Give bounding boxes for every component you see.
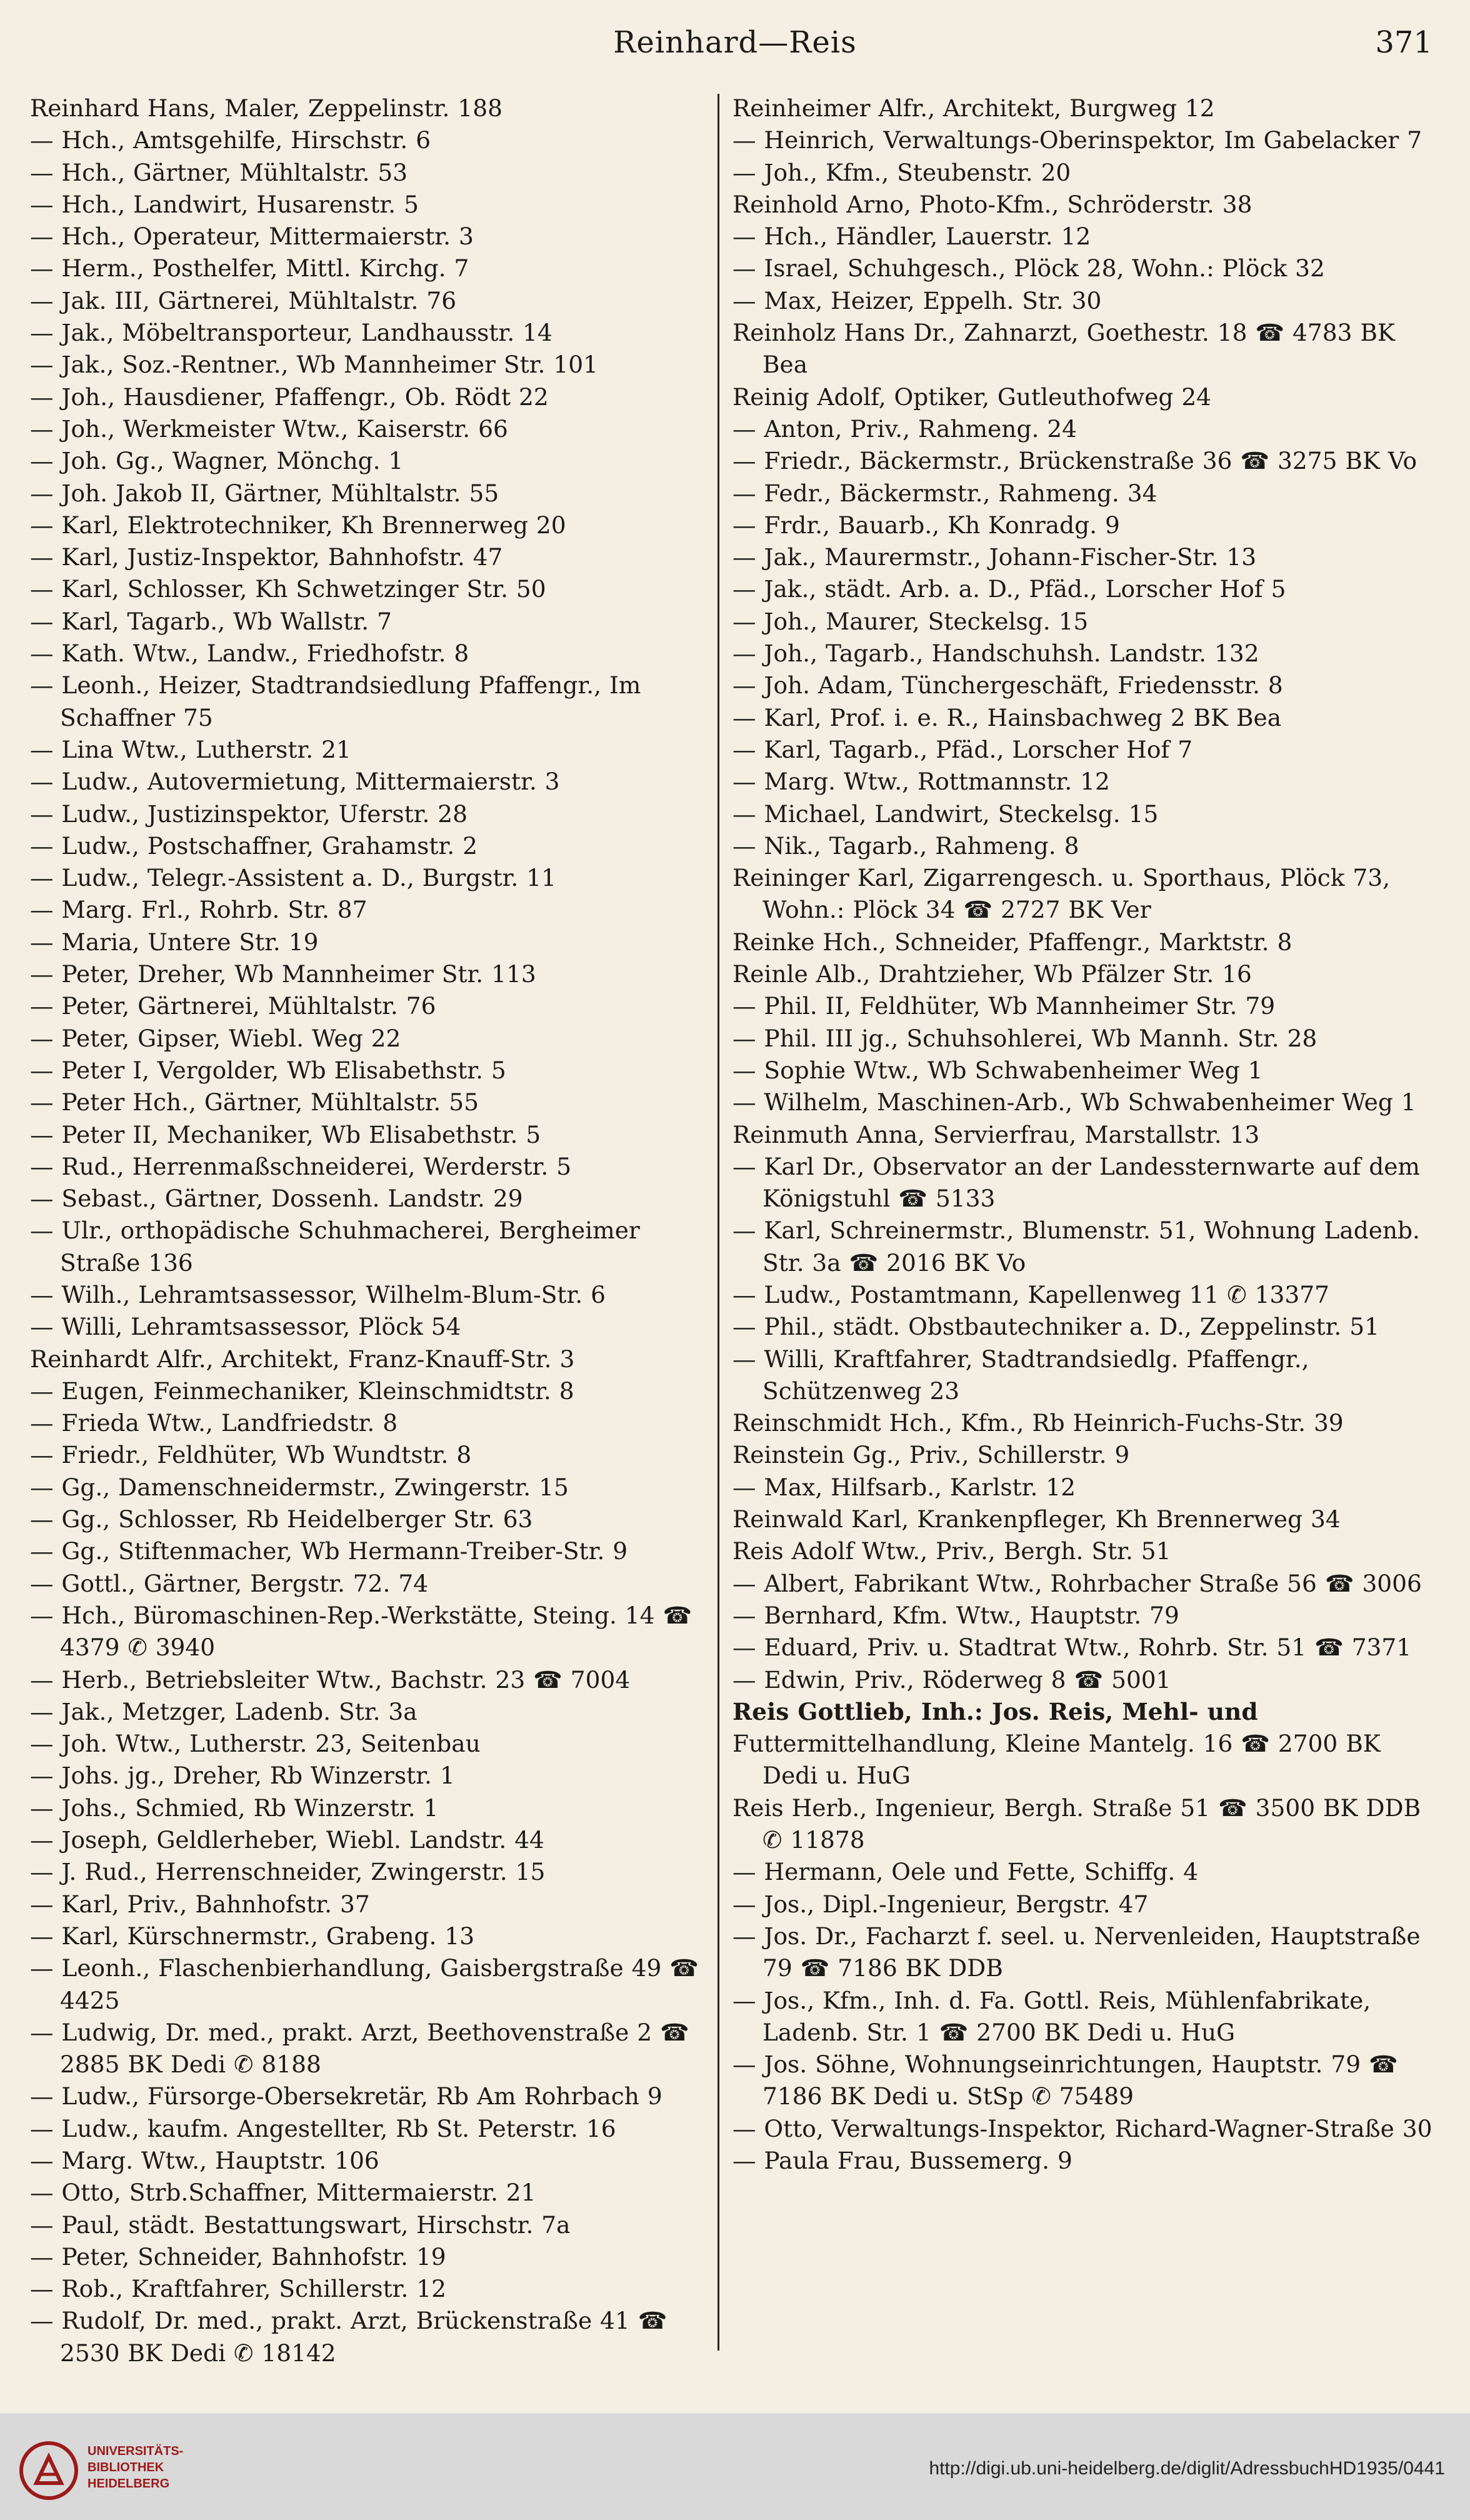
directory-entry: Reinheimer Alfr., Architekt, Burgweg 12	[732, 94, 1215, 122]
directory-entry: — Jos. Dr., Facharzt f. seel. u. Nervenleiden, Hauptstraße 79 ☎ 7186 BK DDB	[732, 1922, 1421, 1982]
directory-entry: — Leonh., Flaschenbierhandlung, Gaisbergstraße 49 ☎ 4425	[30, 1954, 699, 2014]
directory-entry: — Hch., Büromaschinen-Rep.-Werkstätte, Steing. 14 ☎ 4379 ✆ 3940	[30, 1601, 692, 1662]
directory-entry: — Jak., Möbeltransporteur, Landhausstr. 14	[30, 319, 552, 347]
directory-entry: — Phil., städt. Obstbautechniker a. D., Zeppelinstr. 51	[732, 1313, 1379, 1341]
directory-entry: — Gg., Damenschneidermstr., Zwingerstr. 15	[30, 1473, 569, 1501]
directory-entry: — Hch., Landwirt, Husarenstr. 5	[30, 190, 419, 218]
directory-entry: — Joh., Tagarb., Handschuhsh. Landstr. 132	[732, 640, 1259, 668]
directory-entry: — Joh. Gg., Wagner, Mönchg. 1	[30, 447, 404, 475]
directory-entry: Reinke Hch., Schneider, Pfaffengr., Marktstr. 8	[732, 928, 1292, 956]
page-number: 371	[1375, 25, 1432, 60]
directory-entry: — Joh., Hausdiener, Pfaffengr., Ob. Rödt 22	[30, 383, 549, 411]
directory-entry: — Hch., Händler, Lauerstr. 12	[732, 223, 1091, 251]
directory-entry: — Peter Hch., Gärtner, Mühltalstr. 55	[30, 1088, 479, 1117]
directory-entry: — Wilh., Lehramtsassessor, Wilhelm-Blum-Str. 6	[30, 1280, 606, 1308]
directory-entry: — Peter I, Vergolder, Wb Elisabethstr. 5	[30, 1056, 506, 1084]
directory-entry: — Jak., Soz.-Rentner., Wb Mannheimer Str. 101	[30, 351, 598, 379]
directory-entry: — Joseph, Geldlerheber, Wiebl. Landstr. 44	[30, 1826, 544, 1854]
directory-entry: Reinschmidt Hch., Kfm., Rb Heinrich-Fuchs-Str. 39	[732, 1409, 1344, 1437]
library-seal-icon	[18, 2439, 80, 2502]
directory-entry: Reis Gottlieb, Inh.: Jos. Reis, Mehl- und	[732, 1697, 1258, 1725]
directory-entry: — Sebast., Gärtner, Dossenh. Landstr. 29	[30, 1185, 523, 1213]
directory-entry: — Kath. Wtw., Landw., Friedhofstr. 8	[30, 640, 469, 668]
directory-entry: — Johs. jg., Dreher, Rb Winzerstr. 1	[30, 1762, 455, 1790]
directory-entry: — Nik., Tagarb., Rahmeng. 8	[732, 831, 1079, 860]
directory-entry: Reinmuth Anna, Servierfrau, Marstallstr. 13	[732, 1120, 1260, 1148]
directory-entry: — Paula Frau, Bussemerg. 9	[732, 2147, 1072, 2174]
directory-entry: — Otto, Verwaltungs-Inspektor, Richard-Wagner-Straße 30	[732, 2114, 1432, 2142]
directory-entry: — Peter, Gipser, Wiebl. Weg 22	[30, 1024, 401, 1052]
directory-entry: — Ludw., Autovermietung, Mittermaierstr. 3	[30, 768, 560, 796]
directory-entry: — Ludw., kaufm. Angestellter, Rb St. Peterstr. 16	[30, 2114, 616, 2142]
directory-entry: — Karl, Prof. i. e. R., Hainsbachweg 2 BK Bea	[732, 703, 1282, 731]
directory-entry: — Ludw., Justizinspektor, Uferstr. 28	[30, 800, 468, 828]
directory-entry: — Hermann, Oele und Fette, Schiffg. 4	[732, 1858, 1199, 1886]
directory-entry: — Marg. Wtw., Hauptstr. 106	[30, 2147, 379, 2174]
directory-entry: — Jak., Maurermstr., Johann-Fischer-Str. 13	[732, 543, 1257, 571]
directory-entry: — Karl, Priv., Bahnhofstr. 37	[30, 1890, 370, 1918]
directory-entry: — Joh. Wtw., Lutherstr. 23, Seitenbau	[30, 1730, 481, 1758]
library-name-line: BIBLIOTHEK	[88, 2461, 164, 2474]
directory-entry: — Ludwig, Dr. med., prakt. Arzt, Beethovenstraße 2 ☎ 2885 BK Dedi ✆ 8188	[30, 2018, 689, 2079]
directory-entry: Reis Adolf Wtw., Priv., Bergh. Str. 51	[732, 1537, 1171, 1565]
column-divider	[718, 94, 719, 2351]
directory-entry: Reinhold Arno, Photo-Kfm., Schröderstr. 38	[732, 190, 1252, 218]
directory-entry: — Gg., Stiftenmacher, Wb Hermann-Treiber-Str. 9	[30, 1537, 628, 1565]
library-name-line: UNIVERSITÄTS-	[88, 2444, 184, 2458]
directory-entry: Reininger Karl, Zigarrengesch. u. Sporthaus, Plöck 73, Wohn.: Plöck 34 ☎ 2727 BK Ver	[732, 864, 1391, 924]
source-url[interactable]: http://digi.ub.uni-heidelberg.de/diglit/AdressbuchHD1935/0441	[929, 2458, 1445, 2479]
directory-entry: Futtermittelhandlung, Kleine Mantelg. 16 ☎ 2700 BK Dedi u. HuG	[732, 1730, 1381, 1790]
directory-entry: Reinhardt Alfr., Architekt, Franz-Knauff-Str. 3	[30, 1345, 575, 1373]
directory-entry: — Karl, Justiz-Inspektor, Bahnhofstr. 47	[30, 543, 503, 571]
directory-entry: — Ludw., Fürsorge-Obersekretär, Rb Am Rohrbach 9	[30, 2082, 662, 2111]
directory-entry: — Rob., Kraftfahrer, Schillerstr. 12	[30, 2275, 447, 2303]
directory-entry: — Herb., Betriebsleiter Wtw., Bachstr. 23 ☎ 7004	[30, 1665, 631, 1694]
directory-entry: — Sophie Wtw., Wb Schwabenheimer Weg 1	[732, 1056, 1263, 1084]
directory-entry: Reis Herb., Ingenieur, Bergh. Straße 51 ☎ 3500 BK DDB ✆ 11878	[732, 1794, 1421, 1854]
directory-entry: — Friedr., Bäckermstr., Brückenstraße 36 ☎ 3275 BK Vo	[732, 447, 1418, 475]
directory-entry: — Frdr., Bauarb., Kh Konradg. 9	[732, 511, 1120, 539]
directory-entry: Reinhard Hans, Maler, Zeppelinstr. 188	[30, 94, 502, 122]
directory-entry: — Israel, Schuhgesch., Plöck 28, Wohn.: Plöck 32	[732, 254, 1325, 283]
directory-entry: — Jos., Kfm., Inh. d. Fa. Gottl. Reis, Mühlenfabrikate, Ladenb. Str. 1 ☎ 2700 BK Dedi u. HuG	[732, 1986, 1371, 2046]
directory-entry: — Eugen, Feinmechaniker, Kleinschmidtstr. 8	[30, 1377, 574, 1405]
directory-entry: — Max, Heizer, Eppelh. Str. 30	[732, 286, 1102, 314]
directory-entry: — Max, Hilfsarb., Karlstr. 12	[732, 1473, 1076, 1501]
directory-entry: — Edwin, Priv., Röderweg 8 ☎ 5001	[732, 1665, 1171, 1694]
directory-entry: — Anton, Priv., Rahmeng. 24	[732, 414, 1078, 443]
directory-entry: — Marg. Wtw., Rottmannstr. 12	[732, 768, 1110, 796]
directory-entry: Reinig Adolf, Optiker, Gutleuthofweg 24	[732, 383, 1212, 411]
directory-entry: — Rud., Herrenmaßschneiderei, Werderstr. 5	[30, 1152, 572, 1180]
directory-entry: — Willi, Lehramtsassessor, Plöck 54	[30, 1313, 461, 1341]
directory-entry: — Leonh., Heizer, Stadtrandsiedlung Pfaffengr., Im Schaffner 75	[30, 671, 641, 731]
directory-entry: — Peter, Schneider, Bahnhofstr. 19	[30, 2242, 446, 2271]
directory-entry: — Joh., Kfm., Steubenstr. 20	[732, 158, 1071, 186]
directory-entry: Reinholz Hans Dr., Zahnarzt, Goethestr. 18 ☎ 4783 BK Bea	[732, 319, 1395, 379]
directory-entry: — Karl, Tagarb., Wb Wallstr. 7	[30, 607, 392, 635]
directory-entry: — Marg. Frl., Rohrb. Str. 87	[30, 896, 368, 924]
directory-entry: — Fedr., Bäckermstr., Rahmeng. 34	[732, 479, 1158, 507]
directory-entry: — Jos., Dipl.-Ingenieur, Bergstr. 47	[732, 1890, 1149, 1918]
directory-entry: — Ludw., Postschaffner, Grahamstr. 2	[30, 831, 478, 860]
directory-entry: — Frieda Wtw., Landfriedstr. 8	[30, 1409, 398, 1437]
directory-entry: — Herm., Posthelfer, Mittl. Kirchg. 7	[30, 254, 469, 283]
directory-entry: — Joh., Werkmeister Wtw., Kaiserstr. 66	[30, 414, 508, 443]
directory-entry: Reinwald Karl, Krankenpfleger, Kh Brennerweg 34	[732, 1505, 1341, 1534]
directory-entry: — Albert, Fabrikant Wtw., Rohrbacher Straße 56 ☎ 3006	[732, 1569, 1422, 1597]
directory-entry: — Gg., Schlosser, Rb Heidelberger Str. 63	[30, 1505, 533, 1534]
directory-entry: — Phil. III jg., Schuhsohlerei, Wb Mannh. Str. 28	[732, 1024, 1318, 1052]
directory-entry: — Hch., Amtsgehilfe, Hirschstr. 6	[30, 126, 431, 154]
directory-entry: — Peter, Dreher, Wb Mannheimer Str. 113	[30, 960, 536, 988]
directory-entry: — Friedr., Feldhüter, Wb Wundtstr. 8	[30, 1441, 472, 1469]
directory-entry: Reinle Alb., Drahtzieher, Wb Pfälzer Str. 16	[732, 960, 1252, 988]
directory-entry: — Joh. Adam, Tünchergeschäft, Friedensstr. 8	[732, 671, 1283, 700]
directory-entry: — Paul, städt. Bestattungswart, Hirschstr. 7a	[30, 2211, 571, 2239]
directory-entry: — Karl Dr., Observator an der Landessternwarte auf dem Königstuhl ☎ 5133	[732, 1152, 1420, 1213]
directory-entry: — Lina Wtw., Lutherstr. 21	[30, 735, 351, 763]
directory-entry: — Bernhard, Kfm. Wtw., Hauptstr. 79	[732, 1601, 1179, 1629]
directory-entry: — Hch., Operateur, Mittermaierstr. 3	[30, 223, 474, 251]
directory-entry: — Ulr., orthopädische Schuhmacherei, Bergheimer Straße 136	[30, 1217, 640, 1277]
directory-entry: — Karl, Tagarb., Pfäd., Lorscher Hof 7	[732, 735, 1193, 763]
directory-entry: — Heinrich, Verwaltungs-Oberinspektor, Im Gabelacker 7	[732, 126, 1422, 154]
running-title: Reinhard—Reis	[613, 25, 857, 60]
directory-entry: — Michael, Landwirt, Steckelsg. 15	[732, 800, 1159, 828]
library-name	[88, 2443, 183, 2492]
directory-entry: — Hch., Gärtner, Mühltalstr. 53	[30, 158, 408, 186]
directory-entry: — Ludw., Telegr.-Assistent a. D., Burgstr. 11	[30, 864, 556, 892]
directory-entry: — Jak. III, Gärtnerei, Mühltalstr. 76	[30, 286, 457, 314]
directory-entry: — Gottl., Gärtner, Bergstr. 72. 74	[30, 1569, 429, 1597]
right-column	[732, 93, 1440, 2177]
library-footer	[0, 2413, 1470, 2520]
directory-entry: — Karl, Schlosser, Kh Schwetzinger Str. 50	[30, 575, 546, 603]
directory-entry: — Peter II, Mechaniker, Wb Elisabethstr. 5	[30, 1120, 541, 1148]
left-column	[30, 93, 718, 2369]
directory-entry: — Wilhelm, Maschinen-Arb., Wb Schwabenheimer Weg 1	[732, 1088, 1416, 1117]
directory-entry: — Joh. Jakob II, Gärtner, Mühltalstr. 55	[30, 479, 499, 507]
directory-entry: — Karl, Kürschnermstr., Grabeng. 13	[30, 1922, 475, 1950]
directory-entry: — Ludw., Postamtmann, Kapellenweg 11 ✆ 13377	[732, 1280, 1329, 1308]
directory-entry: — Jak., städt. Arb. a. D., Pfäd., Lorscher Hof 5	[732, 575, 1286, 603]
directory-entry: — Phil. II, Feldhüter, Wb Mannheimer Str. 79	[732, 992, 1276, 1020]
directory-entry: — Rudolf, Dr. med., prakt. Arzt, Brückenstraße 41 ☎ 2530 BK Dedi ✆ 18142	[30, 2307, 668, 2367]
directory-entry: — Otto, Strb.Schaffner, Mittermaierstr. 21	[30, 2179, 536, 2207]
library-name-line: HEIDELBERG	[88, 2477, 170, 2491]
directory-entry: Reinstein Gg., Priv., Schillerstr. 9	[732, 1441, 1130, 1469]
directory-entry: — J. Rud., Herrenschneider, Zwingerstr. 15	[30, 1858, 546, 1886]
directory-entry: — Jos. Söhne, Wohnungseinrichtungen, Hauptstr. 79 ☎ 7186 BK Dedi u. StSp ✆ 75489	[732, 2051, 1398, 2111]
directory-entry: — Jak., Metzger, Ladenb. Str. 3a	[30, 1697, 418, 1725]
directory-entry: — Johs., Schmied, Rb Winzerstr. 1	[30, 1794, 439, 1822]
directory-entry: — Karl, Elektrotechniker, Kh Brennerweg 20	[30, 511, 566, 539]
directory-entry: — Eduard, Priv. u. Stadtrat Wtw., Rohrb. Str. 51 ☎ 7371	[732, 1634, 1412, 1662]
running-head	[38, 25, 1432, 69]
directory-entry: — Willi, Kraftfahrer, Stadtrandsiedlg. Pfaffengr., Schützenweg 23	[732, 1345, 1309, 1405]
directory-entry: — Peter, Gärtnerei, Mühltalstr. 76	[30, 992, 436, 1020]
directory-entry: — Maria, Untere Str. 19	[30, 928, 319, 956]
directory-entry: — Joh., Maurer, Steckelsg. 15	[732, 607, 1089, 635]
directory-entry: — Karl, Schreinermstr., Blumenstr. 51, Wohnung Ladenb. Str. 3a ☎ 2016 BK Vo	[732, 1217, 1420, 1277]
